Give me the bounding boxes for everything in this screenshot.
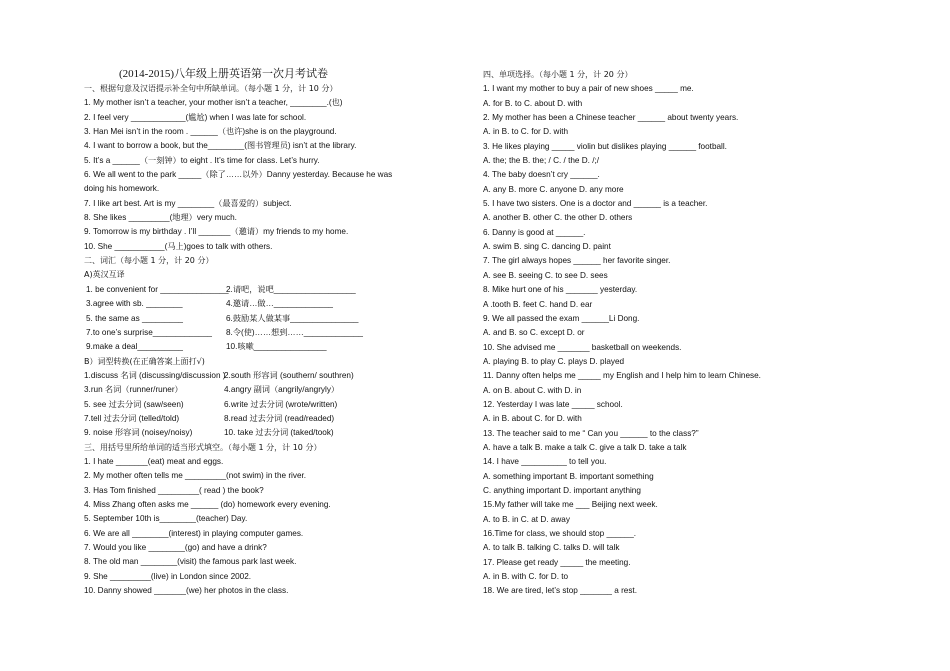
question-line: 13. The teacher said to me “ Can you ______ to the class?” bbox=[483, 428, 699, 438]
conversion-item: 1.discuss 名词 (discussing/discussion ) bbox=[84, 370, 226, 380]
section3-heading: 三、用括号里所给单词的适当形式填空。（每小题 1 分，计 10 分） bbox=[84, 442, 322, 452]
question-line: 2. My mother has been a Chinese teacher ______ about twenty years. bbox=[483, 113, 739, 123]
list-item: 7. I like art best. Art is my ________（最喜爱的）subject. bbox=[84, 198, 292, 208]
question-line: 3. He likes playing _____ violin but dislikes playing ______ football. bbox=[483, 141, 727, 151]
list-item: 3. Has Tom finished _________( read ) the book? bbox=[84, 485, 264, 495]
list-item: 7. Would you like ________(go) and have a drink? bbox=[84, 543, 267, 552]
vocab-item: 7.to one’s surprise_____________ bbox=[86, 327, 212, 337]
question-line: A. see B. seeing C. to see D. sees bbox=[483, 270, 608, 280]
list-item: 1. My mother isn’t a teacher, your mother isn’t a teacher, ________.(也) bbox=[84, 98, 343, 108]
question-line: 7. The girl always hopes ______ her favorite singer. bbox=[483, 256, 671, 266]
section4-heading: 四、单项选择。（每小题 1 分，计 20 分） bbox=[483, 70, 633, 79]
vocab-item: 2.请吧，说吧__________________ bbox=[226, 284, 356, 294]
question-line: A. on B. about C. with D. in bbox=[483, 385, 582, 395]
question-line: 10. She advised me _______ basketball on weekends. bbox=[483, 342, 682, 352]
list-item: 4. Miss Zhang often asks me ______ (do) homework every evening. bbox=[84, 499, 331, 509]
question-line: A. have a talk B. make a talk C. give a talk D. take a talk bbox=[483, 442, 687, 452]
section2-heading: 二、词汇（每小题 1 分，计 20 分） bbox=[84, 256, 214, 266]
question-line: A. in B. with C. for D. to bbox=[483, 572, 569, 582]
section2-part-b: B）词型转换(在正确答案上面打√) bbox=[84, 356, 205, 366]
conversion-item: 9. noise 形容词 (noisey/noisy) bbox=[84, 428, 193, 438]
vocab-item: 9.make a deal__________ bbox=[86, 342, 183, 352]
conversion-row bbox=[84, 426, 444, 440]
question-line: A. playing B. to play C. plays D. played bbox=[483, 356, 625, 366]
question-line: A. something important B. important something bbox=[483, 471, 654, 481]
section1-heading: 一、根据句意及汉语提示补全句中所缺单词。（每小题 1 分，计 10 分） bbox=[84, 84, 338, 93]
list-item: 9. Tomorrow is my birthday . I’ll _______（邀请）my friends to my home. bbox=[84, 227, 349, 237]
question-line: A. and B. so C. except D. or bbox=[483, 328, 585, 338]
vocab-item: 5. the same as _________ bbox=[86, 313, 183, 323]
question-line: A. for B. to C. about D. with bbox=[483, 98, 583, 108]
vocab-row bbox=[84, 312, 444, 326]
conversion-row bbox=[84, 383, 444, 397]
list-item: 5. It’s a ______（一刻钟）to eight . It’s time for class. Let’s hurry. bbox=[84, 155, 320, 165]
conversion-item: 5. see 过去分词 (saw/seen) bbox=[84, 399, 184, 409]
list-item: 8. She likes _________(地理）very much. bbox=[84, 213, 237, 223]
list-item: 3. Han Mei isn’t in the room . ______（也许)she is on the playground. bbox=[84, 127, 337, 137]
question-line: A. the; the B. the; / C. / the D. /;/ bbox=[483, 156, 600, 166]
list-item: 1. I hate _______(eat) meat and eggs. bbox=[84, 456, 224, 466]
section2-part-a: A)英汉互译 bbox=[84, 270, 125, 280]
question-line: 18. We are tired, let’s stop _______ a rest. bbox=[483, 586, 637, 596]
question-line: 14. I have __________ to tell you. bbox=[483, 457, 607, 467]
vocab-item: 3.agree with sb. ________ bbox=[86, 299, 183, 309]
question-line: A. swim B. sing C. dancing D. paint bbox=[483, 242, 611, 252]
vocab-item: 8.令(使)……想到……_____________ bbox=[226, 327, 363, 337]
conversion-row bbox=[84, 369, 444, 383]
vocab-item: 4.邀请…做…_____________ bbox=[226, 299, 333, 309]
question-line: 9. We all passed the exam ______Li Dong. bbox=[483, 313, 640, 323]
vocab-item: 10.咳嗽________________ bbox=[226, 342, 327, 352]
list-item: doing his homework. bbox=[84, 184, 160, 194]
question-line: A. in B. to C. for D. with bbox=[483, 127, 569, 137]
conversion-row bbox=[84, 398, 444, 412]
question-line: 16.Time for class, we should stop ______. bbox=[483, 529, 637, 538]
question-line: 1. I want my mother to buy a pair of new shoes _____ me. bbox=[483, 84, 694, 94]
question-line: C. anything important D. important anything bbox=[483, 485, 641, 495]
question-line: 4. The baby doesn’t cry ______. bbox=[483, 170, 600, 180]
list-item: 10. Danny showed _______(we) her photos in the class. bbox=[84, 586, 289, 596]
question-line: A. any B. more C. anyone D. any more bbox=[483, 184, 624, 194]
vocab-row bbox=[84, 297, 444, 311]
question-line: 17. Please get ready _____ the meeting. bbox=[483, 557, 631, 567]
conversion-item: 6.write 过去分词 (wrote/written) bbox=[224, 399, 338, 409]
vocab-row bbox=[84, 283, 444, 297]
choice-list bbox=[483, 82, 853, 598]
list-item: 9. She _________(live) in London since 2002. bbox=[84, 571, 252, 581]
conversion-item: 7.tell 过去分词 (telled/told) bbox=[84, 413, 180, 423]
question-line: A. to B. in C. at D. away bbox=[483, 514, 570, 524]
left-column bbox=[84, 82, 444, 598]
conversion-row bbox=[84, 412, 444, 426]
list-item: 4. I want to borrow a book, but the________(图书管理员) isn’t at the library. bbox=[84, 141, 357, 151]
conversion-item: 10. take 过去分词 (taked/took) bbox=[224, 428, 334, 438]
question-line: 6. Danny is good at ______. bbox=[483, 227, 586, 237]
list-item: 2. My mother often tells me _________(not swim) in the river. bbox=[84, 471, 307, 481]
conversion-item: 8.read 过去分词 (read/readed) bbox=[224, 413, 335, 423]
conversion-item: 4.angry 副词（angrily/angryly） bbox=[224, 385, 340, 395]
question-line: 5. I have two sisters. One is a doctor and ______ is a teacher. bbox=[483, 199, 708, 209]
question-line: 11. Danny often helps me _____ my English and I help him to learn Chinese. bbox=[483, 371, 761, 381]
vocab-row bbox=[84, 340, 444, 354]
question-line: A. another B. other C. the other D. others bbox=[483, 213, 633, 223]
question-line: 15.My father will take me ___ Beijing next week. bbox=[483, 500, 658, 510]
right-column bbox=[483, 68, 853, 599]
conversion-item: 3.run 名词（runner/runer） bbox=[84, 385, 183, 395]
question-line: A .tooth B. feet C. hand D. ear bbox=[483, 299, 593, 309]
list-item: 6. We are all ________(interest) in playing computer games. bbox=[84, 528, 304, 538]
question-line: A. in B. about C. for D. with bbox=[483, 414, 582, 424]
vocab-item: 1. be convenient for _______________ bbox=[86, 284, 229, 294]
vocab-item: 6.鼓励某人做某事_______________ bbox=[226, 313, 359, 323]
list-item: 10. She ___________(马上)goes to talk with others. bbox=[84, 241, 273, 251]
exam-title bbox=[84, 66, 444, 82]
vocab-row bbox=[84, 326, 444, 340]
question-line: A. to talk B. talking C. talks D. will talk bbox=[483, 543, 620, 553]
list-item: 5. September 10th is________(teacher) Day. bbox=[84, 514, 248, 524]
question-line: 8. Mike hurt one of his _______ yesterday. bbox=[483, 285, 638, 295]
list-item: 2. I feel very ____________(尴尬) when I was late for school. bbox=[84, 112, 307, 122]
list-item: 8. The old man ________(visit) the famous park last week. bbox=[84, 557, 297, 567]
list-item: 6. We all went to the park _____（除了……以外）Danny yesterday. Because he was bbox=[84, 170, 393, 180]
conversion-item: 2.south 形容词 (southern/ southren) bbox=[224, 370, 354, 380]
question-line: 12. Yesterday I was late _____ school. bbox=[483, 399, 623, 409]
page-title: (2014-2015)八年级上册英语第一次月考试卷 bbox=[119, 68, 328, 80]
